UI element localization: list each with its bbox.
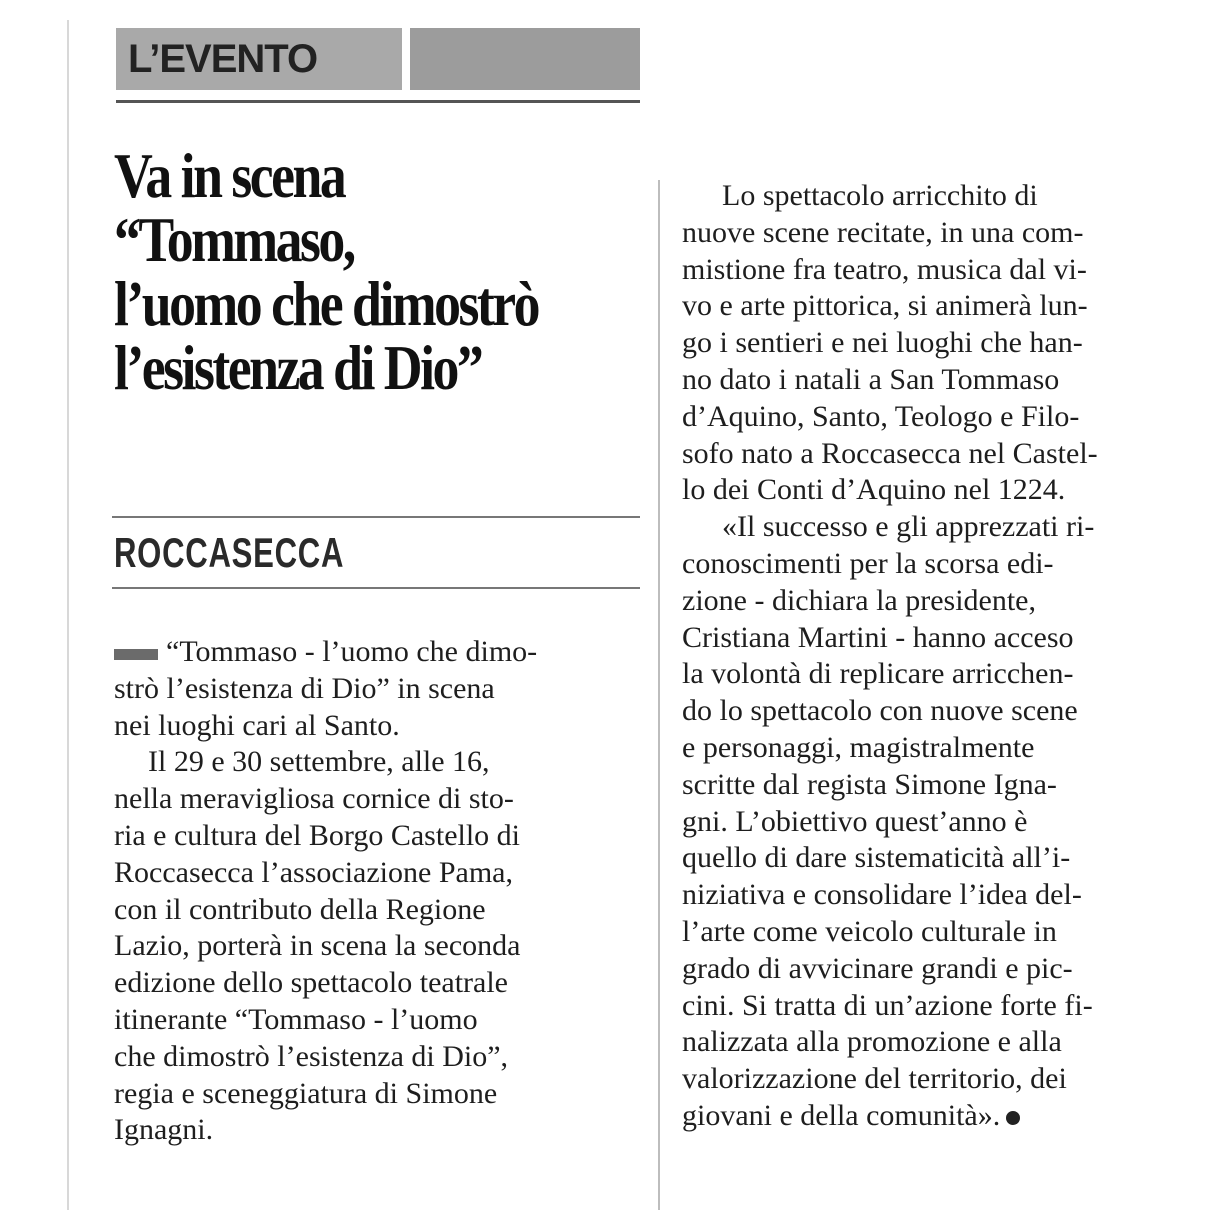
column-line: ria e cultura del Borgo Castello di — [114, 818, 521, 852]
column-line: Lo spettacolo arricchito di — [722, 179, 1038, 212]
column-line: e personaggi, magistralmente — [682, 730, 1035, 764]
column-line: regia e sceneggiatura di Simone — [114, 1076, 498, 1110]
column-line: do lo spettacolo con nuove scene — [682, 694, 1078, 728]
lead-marker — [114, 649, 158, 660]
column-line: «Il successo e gli apprezzati ri- — [722, 510, 1095, 544]
column-line: cini. Si tratta di un’azione forte fi- — [682, 988, 1093, 1022]
column-line: itinerante “Tommaso - l’uomo — [114, 1002, 478, 1036]
column-line: l’arte come veicolo culturale in — [682, 914, 1057, 948]
dateline: ROCCASECCA — [114, 529, 345, 576]
column-line: “Tommaso - l’uomo che dimo- — [114, 634, 636, 671]
column-line: nei luoghi cari al Santo. — [114, 708, 400, 742]
section-banner-fill — [410, 28, 640, 90]
headline-line: “Tommaso, — [114, 204, 354, 275]
column-line: quello di dare sistematicità all’i- — [682, 841, 1071, 875]
headline-line: Va in scena — [114, 140, 345, 211]
banner-rule — [116, 100, 640, 103]
column-line: Cristiana Martini - hanno acceso — [682, 620, 1074, 654]
column-divider — [658, 180, 660, 1210]
column-line: nuove scene recitate, in una com- — [682, 215, 1084, 249]
column-line: lo dei Conti d’Aquino nel 1224. — [682, 473, 1066, 507]
column-line: vo e arte pittorica, si animerà lun- — [682, 289, 1088, 323]
column-line: zione - dichiara la presidente, — [682, 583, 1036, 617]
column-line: valorizzazione del territorio, dei — [682, 1062, 1067, 1096]
column-line: sofo nato a Roccasecca nel Castel- — [682, 436, 1098, 470]
column-line: grado di avvicinare grandi e pic- — [682, 951, 1073, 985]
column-line: edizione dello spettacolo teatrale — [114, 966, 508, 1000]
article-column-right — [682, 178, 1178, 1135]
column-line: go i sentieri e nei luoghi che han- — [682, 326, 1083, 360]
headline-line: l’esistenza di Dio” — [114, 332, 482, 403]
column-line: che dimostrò l’esistenza di Dio”, — [114, 1039, 509, 1073]
clipping-edge-rule — [67, 20, 69, 1210]
column-line: mistione fra teatro, musica dal vi- — [682, 252, 1087, 286]
headline — [114, 140, 568, 403]
column-line: no dato i natali a San Tommaso — [682, 362, 1060, 396]
section-label: L’EVENTO — [116, 28, 402, 90]
article-column-left — [114, 634, 636, 1149]
section-banner — [116, 28, 640, 90]
column-line: niziativa e consolidare l’idea del- — [682, 878, 1082, 912]
column-line: gni. L’obiettivo quest’anno è — [682, 804, 1028, 838]
column-line: Roccasecca l’associazione Pama, — [114, 855, 513, 889]
column-line: d’Aquino, Santo, Teologo e Filo- — [682, 399, 1080, 433]
end-mark — [1006, 1111, 1020, 1125]
headline-line: l’uomo che dimostrò — [114, 268, 538, 339]
column-line: Ignagni. — [114, 1113, 214, 1147]
column-line: nella meravigliosa cornice di sto- — [114, 782, 514, 816]
column-line: la volontà di replicare arricchen- — [682, 657, 1074, 691]
column-line: nalizzata alla promozione e alla — [682, 1025, 1062, 1059]
column-line: conoscimenti per la scorsa edi- — [682, 546, 1054, 580]
column-line: strò l’esistenza di Dio” in scena — [114, 671, 495, 705]
column-line: Lazio, porterà in scena la seconda — [114, 929, 521, 963]
dateline-rule-top — [112, 516, 640, 518]
column-line: giovani e della comunità». — [682, 1098, 1178, 1135]
column-line: con il contributo della Regione — [114, 892, 486, 926]
column-line: Il 29 e 30 settembre, alle 16, — [148, 745, 490, 779]
dateline-rule-bottom — [112, 587, 640, 589]
column-line: scritte dal regista Simone Igna- — [682, 767, 1057, 801]
